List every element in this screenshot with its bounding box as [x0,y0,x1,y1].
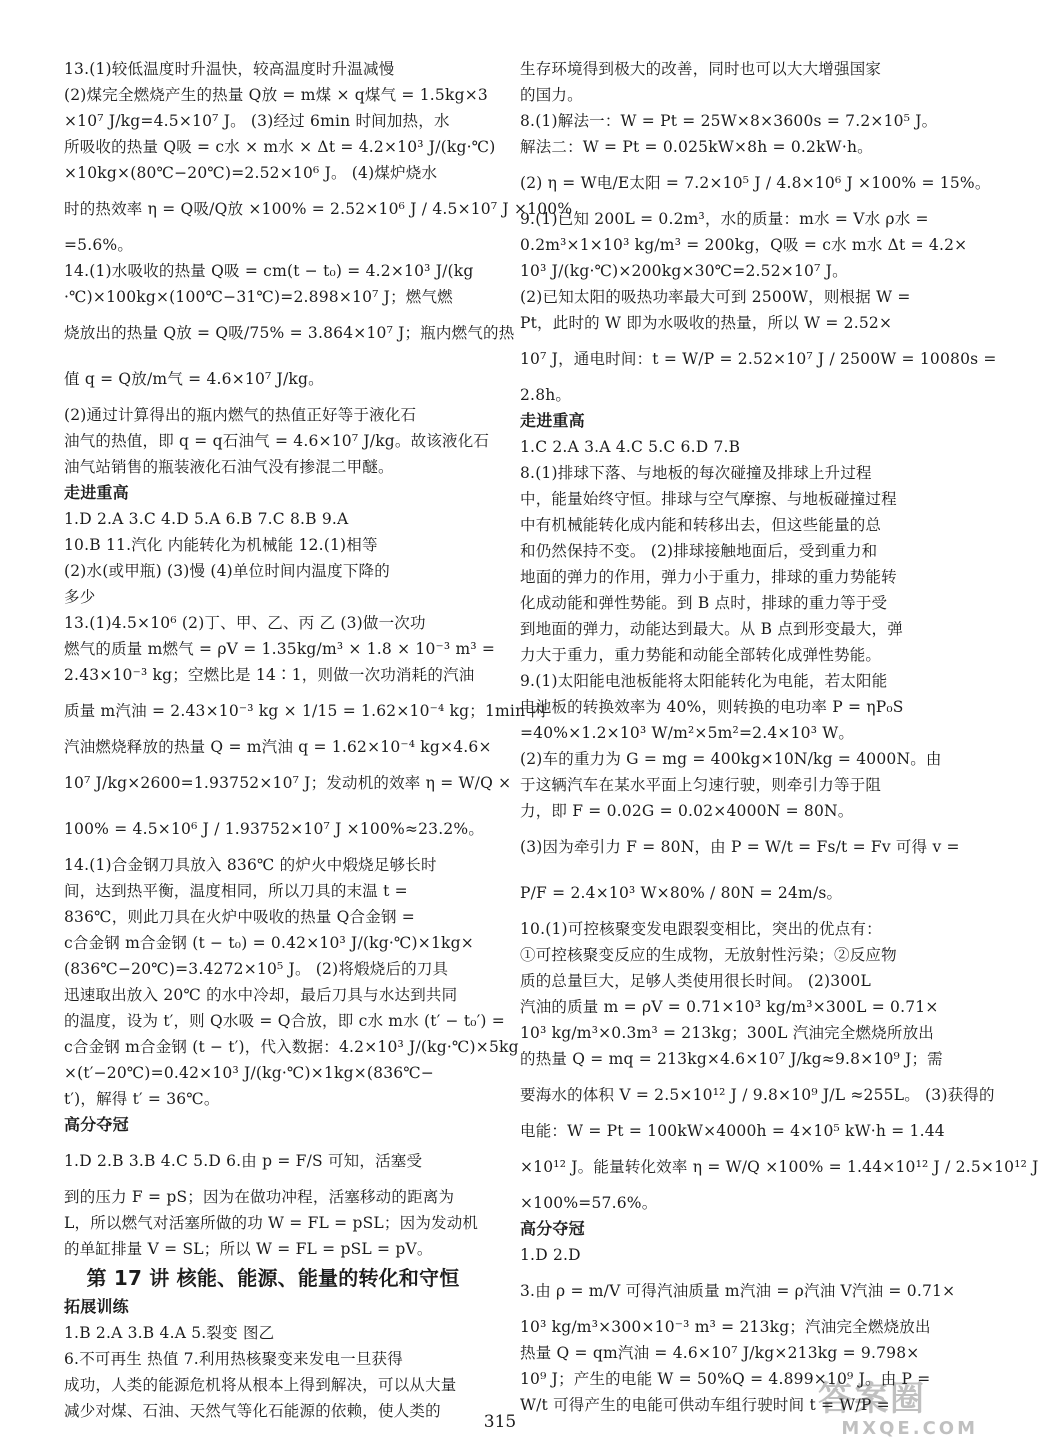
text-line: 要海水的体积 V = 2.5×10¹² J / 9.8×10⁹ J/L ≈255L。 (3)获得的 [520,1086,995,1104]
text-line: 1.C 2.A 3.A 4.C 5.C 6.D 7.B [520,438,741,456]
section-heading: 走进重高 [520,411,585,430]
text-line: t′)，解得 t′ = 36℃。 [64,1090,220,1108]
text-line: =40%×1.2×10³ W/m²×5m²=2.4×10³ W。 [520,724,855,742]
text-line: P/F = 2.4×10³ W×80% / 80N = 24m/s。 [520,884,843,902]
text-line: 油气站销售的瓶装液化石油气没有掺混二甲醚。 [64,458,394,476]
text-line: c合金钢 m合金钢 (t − t′)，代入数据：4.2×10³ J/(kg·℃)×5kg [64,1038,519,1056]
text-line: ×10¹² J。能量转化效率 η = W/Q ×100% = 1.44×10¹² J / 2.5×10¹² J [520,1158,1039,1176]
text-line: 0.2m³×1×10³ kg/m³ = 200kg，Q吸 = c水 m水 Δt = 4.2× [520,236,968,254]
text-line: Pt，此时的 W 即为水吸收的热量，所以 W = 2.52× [520,314,893,332]
text-line: 迅速取出放入 20℃ 的水中冷却，最后刀具与水达到共同 [64,986,458,1004]
text-line: (2)已知太阳的吸热功率最大可到 2500W，则根据 W = [520,288,911,306]
text-line: 10⁷ J，通电时间：t = W/P = 2.52×10⁷ J / 2500W = 10080s = [520,350,997,368]
text-line: 10³ kg/m³×0.3m³ = 213kg；300L 汽油完全燃烧所放出 [520,1024,935,1042]
section-heading: 高分夺冠 [520,1219,585,1238]
text-line: ×10kg×(80℃−20℃)=2.52×10⁶ J。 (4)煤炉烧水 [64,164,438,182]
watermark-url: MXQE.COM [841,1418,978,1439]
text-line: 中，能量始终守恒。排球与空气摩擦、与地板碰撞过程 [520,490,897,508]
text-line: (2) η = W电/E太阳 = 7.2×10⁵ J / 4.8×10⁶ J ×100% = 15%。 [520,174,991,192]
text-line: 1.D 2.B 3.B 4.C 5.D 6.由 p = F/S 可知，活塞受 [64,1152,423,1170]
text-line: 10³ kg/m³×300×10⁻³ m³ = 213kg；汽油完全燃烧放出 [520,1318,931,1336]
text-line: 14.(1)合金钢刀具放入 836℃ 的炉火中煅烧足够长时 [64,856,437,874]
section-heading: 拓展训练 [64,1297,129,1316]
text-line: 到地面的弹力，动能达到最大。从 B 点到形变最大，弹 [520,620,903,638]
text-line: L，所以燃气对活塞所做的功 W = FL = pSL；因为发动机 [64,1214,479,1232]
text-line: (836℃−20℃)=3.4272×10⁵ J。 (2)将煅烧后的刀具 [64,960,449,978]
text-line: 3.由 ρ = m/V 可得汽油质量 m汽油 = ρ汽油 V汽油 = 0.71× [520,1282,956,1300]
text-line: 燃气的质量 m燃气 = ρV = 1.35kg/m³ × 1.8 × 10⁻³ m³ = [64,640,496,658]
text-line: 生存环境得到极大的改善，同时也可以大大增强国家 [520,60,882,78]
text-line: 减少对煤、石油、天然气等化石能源的依赖，使人类的 [64,1402,441,1420]
text-line: 汽油的质量 m = ρV = 0.71×10³ kg/m³×300L = 0.71× [520,998,939,1016]
text-line: 化成动能和弹性势能。到 B 点时，排球的重力等于受 [520,594,888,612]
text-line: 14.(1)水吸收的热量 Q吸 = cm(t − t₀) = 4.2×10³ J/(kg [64,262,474,280]
text-line: 的温度，设为 t′，则 Q水吸 = Q合放，即 c水 m水 (t′ − t₀′) = [64,1012,505,1030]
text-line: 汽油燃烧释放的热量 Q = m汽油 q = 1.62×10⁻⁴ kg×4.6× [64,738,492,756]
text-line: 时的热效率 η = Q吸/Q放 ×100% = 2.52×10⁶ J / 4.5×10⁷ J ×100% [64,200,573,218]
text-line: 所吸收的热量 Q吸 = c水 × m水 × Δt = 4.2×10³ J/(kg·℃) [64,138,496,156]
section-heading: 高分夺冠 [64,1115,129,1134]
text-line: 6.不可再生 热值 7.利用热核聚变来发电一旦获得 [64,1350,403,1368]
text-line: 油气的热值，即 q = q石油气 = 4.6×10⁷ J/kg。故该液化石 [64,432,490,450]
text-line: 解法二：W = Pt = 0.025kW×8h = 0.2kW·h。 [520,138,873,156]
text-line: 13.(1)4.5×10⁶ (2)丁、甲、乙、丙 乙 (3)做一次功 [64,614,426,632]
text-line: 10.B 11.汽化 内能转化为机械能 12.(1)相等 [64,536,378,554]
text-line: 多少 [64,588,96,606]
text-line: 1.D 2.A 3.C 4.D 5.A 6.B 7.C 8.B 9.A [64,510,349,528]
text-line: 中有机械能转化成内能和转移出去，但这些能量的总 [520,516,882,534]
text-line: ×(t′−20℃)=0.42×10³ J/(kg·℃)×1kg×(836℃− [64,1064,435,1082]
text-line: 的热量 Q = mq = 213kg×4.6×10⁷ J/kg≈9.8×10⁹ J；需 [520,1050,943,1068]
text-line: 烧放出的热量 Q放 = Q吸/75% = 3.864×10⁷ J；瓶内燃气的热 [64,324,515,342]
text-line: 电能：W = Pt = 100kW×4000h = 4×10⁵ kW·h = 1.44 [520,1122,945,1140]
text-line: 热量 Q = qm汽油 = 4.6×10⁷ J/kg×213kg = 9.798× [520,1344,920,1362]
chapter-title: 第 17 讲 核能、能源、能量的转化和守恒 [86,1266,460,1290]
text-line: 9.(1)已知 200L = 0.2m³，水的质量：m水 = V水 ρ水 = [520,210,929,228]
text-line: 836℃，则此刀具在火炉中吸收的热量 Q合金钢 = [64,908,415,926]
text-line: (2)通过计算得出的瓶内燃气的热值正好等于液化石 [64,406,417,424]
text-line: 地面的弹力的作用，弹力小于重力，排球的重力势能转 [520,568,897,586]
text-line: 8.(1)解法一：W = Pt = 25W×8×3600s = 7.2×10⁵ J。 [520,112,938,130]
text-line: 10⁷ J/kg×2600=1.93752×10⁷ J；发动机的效率 η = W/Q × [64,774,512,792]
watermark-logo-text: 答案圈 [818,1379,926,1419]
text-line: ×10⁷ J/kg=4.5×10⁷ J。 (3)经过 6min 时间加热，水 [64,112,450,130]
text-line: 成功，人类的能源危机将从根本上得到解决，可以从大量 [64,1376,457,1394]
text-line: 到的压力 F = pS；因为在做功冲程，活塞移动的距离为 [64,1188,455,1206]
text-line: 1.B 2.A 3.B 4.A 5.裂变 图乙 [64,1324,275,1342]
text-line: 质量 m汽油 = 2.43×10⁻³ kg × 1/15 = 1.62×10⁻⁴ kg；1min 内 [64,702,547,720]
text-line: 的国力。 [520,86,583,104]
text-line: c合金钢 m合金钢 (t − t₀) = 0.42×10³ J/(kg·℃)×1kg× [64,934,474,952]
text-line: 的单缸排量 V = SL；所以 W = FL = pSL = pV。 [64,1240,433,1258]
text-line: (2)水(或甲瓶) (3)慢 (4)单位时间内温度下降的 [64,562,390,580]
text-line: W/t 可得产生的电能可供动车组行驶时间 t = W/P = [520,1396,890,1414]
text-line: 于这辆汽车在某水平面上匀速行驶，则牵引力等于阻 [520,776,882,794]
text-line: 间，达到热平衡，温度相同，所以刀具的末温 t = [64,882,408,900]
text-line: ×100%=57.6%。 [520,1194,658,1212]
text-line: 10³ J/(kg·℃)×200kg×30℃=2.52×10⁷ J。 [520,262,848,280]
text-line: (3)因为牵引力 F = 80N，由 P = W/t = Fs/t = Fv 可得 v = [520,838,960,856]
site-watermark [818,1380,978,1442]
text-line: 13.(1)较低温度时升温快，较高温度时升温减慢 [64,60,395,78]
right-column [520,56,1039,1418]
section-heading: 走进重高 [64,483,129,502]
text-line: 100% = 4.5×10⁶ J / 1.93752×10⁷ J ×100%≈23.2%。 [64,820,485,838]
text-line: (2)车的重力为 G = mg = 400kg×10N/kg = 4000N。由 [520,750,942,768]
text-line: ·℃)×100kg×(100℃−31℃)=2.898×10⁷ J；燃气燃 [64,288,453,306]
text-line: =5.6%。 [64,236,134,254]
page-number: 315 [483,1412,517,1432]
text-line: 10⁹ J；产生的电能 W = 50%Q = 4.899×10⁹ J。由 P = [520,1370,931,1388]
text-line: 10.(1)可控核聚变发电跟裂变相比，突出的优点有： [520,920,882,938]
text-line: 2.43×10⁻³ kg；空燃比是 14∶1，则做一次功消耗的汽油 [64,666,475,684]
text-line: 8.(1)排球下落、与地板的每次碰撞及排球上升过程 [520,464,872,482]
text-line: (2)煤完全燃烧产生的热量 Q放 = m煤 × q煤气 = 1.5kg×3 [64,86,488,104]
text-line: 力，即 F = 0.02G = 0.02×4000N = 80N。 [520,802,854,820]
text-line: 电池板的转换效率为 40%，则转换的电功率 P = ηP₀S [520,698,904,716]
text-line: 力大于重力，重力势能和动能全部转化成弹性势能。 [520,646,882,664]
text-line: ①可控核聚变反应的生成物，无放射性污染；②反应物 [520,946,897,964]
text-line: 质的总量巨大，足够人类使用很长时间。 (2)300L [520,972,871,990]
text-line: 2.8h。 [520,386,572,404]
text-line: 值 q = Q放/m气 = 4.6×10⁷ J/kg。 [64,370,324,388]
text-line: 和仍然保持不变。 (2)排球接触地面后，受到重力和 [520,542,878,560]
text-line: 9.(1)太阳能电池板能将太阳能转化为电能，若太阳能 [520,672,888,690]
text-line: 1.D 2.D [520,1246,581,1264]
